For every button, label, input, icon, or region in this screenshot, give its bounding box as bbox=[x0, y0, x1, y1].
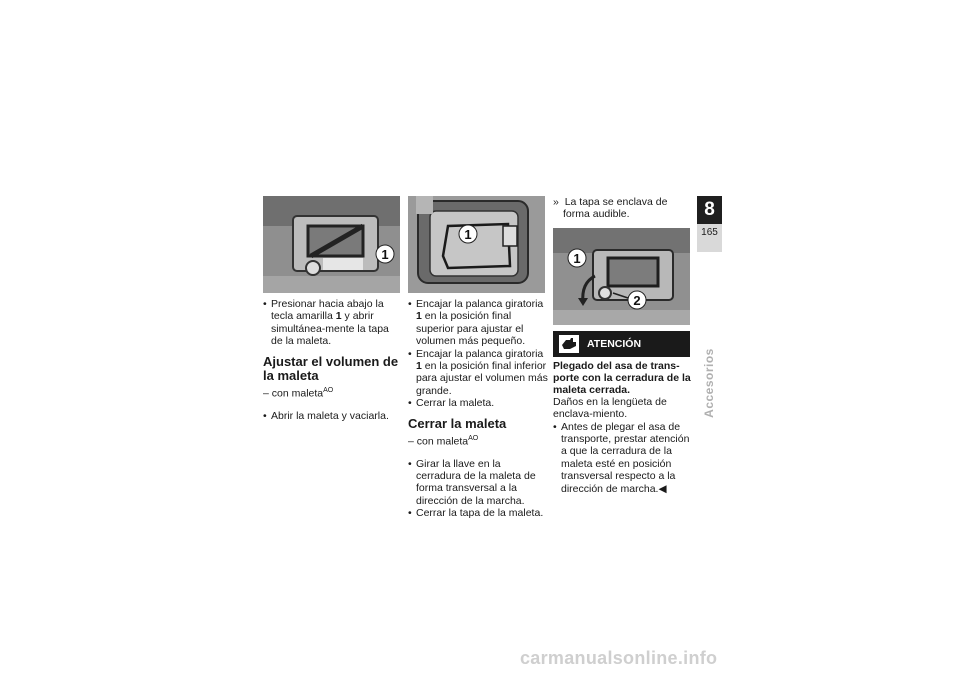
page-number: 165 bbox=[701, 227, 718, 238]
column-1 bbox=[263, 196, 403, 422]
watermark: carmanualsonline.info bbox=[520, 648, 718, 668]
warning-label: ATENCIÓN bbox=[587, 337, 642, 350]
chapter-title: Accesorios bbox=[702, 348, 716, 418]
instruction-step: • Cerrar la tapa de la maleta. bbox=[408, 507, 544, 520]
image-callout-1: 1 bbox=[464, 227, 472, 242]
warning-hand-icon bbox=[559, 335, 579, 353]
instruction-step: • Encajar la palanca giratoria 1 en la posición final superior para ajustar el volumen más pequeño. bbox=[408, 298, 544, 348]
instruction-step: • Abrir la maleta y vaciarla. bbox=[263, 409, 389, 422]
column-2 bbox=[408, 196, 548, 520]
condition-note: – con maleta$^{AO}$ bbox=[263, 386, 334, 400]
instruction-step: • Encajar la palanca giratoria 1 en la posición final inferior para ajustar el volumen más grande. bbox=[408, 347, 548, 397]
warning-text: Daños en la lengüeta de enclava-miento. bbox=[553, 395, 667, 421]
chapter-tab bbox=[697, 196, 722, 252]
photo-carry-handle bbox=[553, 228, 690, 325]
chapter-number: 8 bbox=[697, 196, 722, 224]
instruction-step: • Cerrar la maleta. bbox=[408, 397, 495, 410]
instruction-step: • Antes de plegar el asa de transporte, prestar atención a que la cerradura de la maleta esté en posición transversal respecto a la dirección de marcha.◀ bbox=[553, 420, 690, 495]
instruction-step: • Presionar hacia abajo la tecla amarilla 1 y abrir simultánea-mente la tapa de la maleta. bbox=[263, 298, 389, 348]
photo-volume-lever bbox=[408, 196, 545, 293]
column-3 bbox=[553, 196, 693, 495]
image-callout-2: 2 bbox=[633, 292, 641, 308]
section-heading: Cerrar la maleta bbox=[408, 415, 507, 431]
section-heading: Ajustar el volumen de la maleta bbox=[263, 353, 399, 383]
end-mark-icon: ◀ bbox=[658, 482, 667, 495]
condition-note: – con maleta$^{AO}$ bbox=[408, 434, 479, 448]
warning-title: Plegado del asa de trans-porte con la cerradura de la maleta cerrada. bbox=[553, 359, 691, 396]
photo-case-lock-button bbox=[263, 196, 400, 293]
result-note: » La tapa se enclava de forma audible. bbox=[553, 196, 668, 221]
instruction-step: • Girar la llave en la cerradura de la maleta de forma transversal a la dirección de la marcha. bbox=[408, 457, 536, 507]
image-callout-1: 1 bbox=[573, 250, 581, 266]
warning-banner bbox=[553, 331, 690, 357]
image-callout-1: 1 bbox=[381, 247, 389, 262]
